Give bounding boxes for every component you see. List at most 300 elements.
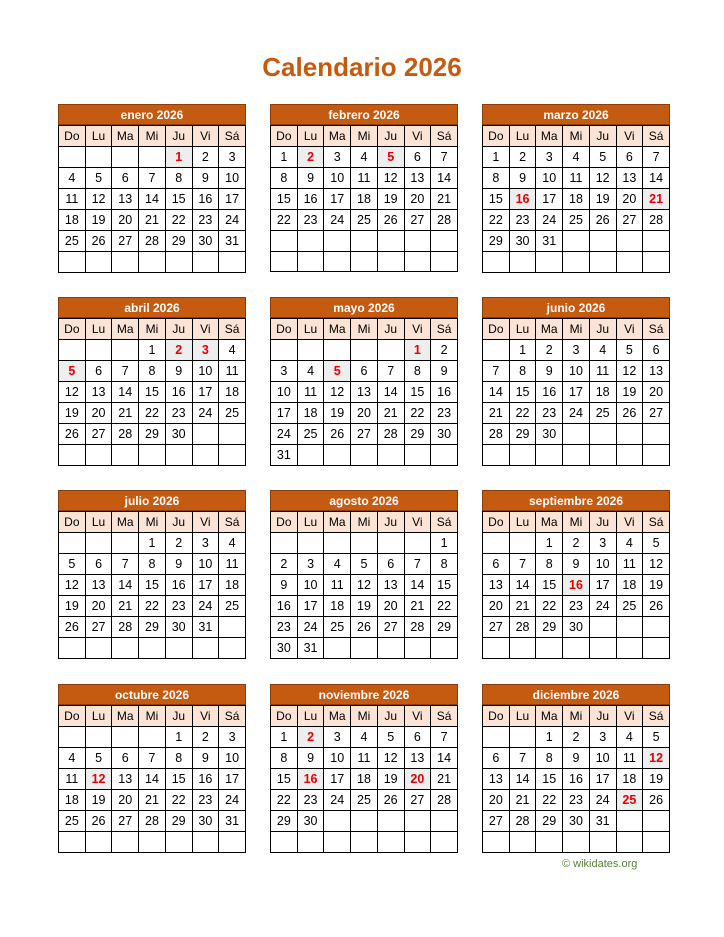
holiday-day-cell: 16 [509, 189, 536, 210]
week-row [271, 189, 458, 210]
day-cell: 20 [377, 596, 404, 617]
empty-day-cell [431, 832, 458, 853]
day-cell: 15 [536, 575, 563, 596]
day-cell: 25 [59, 811, 86, 832]
day-cell: 11 [219, 554, 246, 575]
weekday-label: Vi [616, 512, 643, 533]
weekday-label: Ma [112, 512, 139, 533]
week-row [271, 403, 458, 424]
holiday-day-cell: 1 [404, 340, 431, 361]
day-cell: 3 [589, 533, 616, 554]
day-cell: 10 [563, 361, 590, 382]
day-cell: 25 [59, 231, 86, 252]
empty-day-cell [112, 638, 139, 659]
holiday-day-cell: 1 [165, 147, 192, 168]
weekday-label: Do [59, 512, 86, 533]
week-row [483, 361, 670, 382]
weekday-label: Do [59, 319, 86, 340]
day-cell: 16 [431, 382, 458, 403]
day-cell: 3 [297, 554, 324, 575]
month-title: noviembre 2026 [270, 684, 458, 705]
day-cell: 1 [536, 727, 563, 748]
empty-day-cell [377, 340, 404, 361]
day-cell: 14 [139, 189, 166, 210]
weekday-label: Vi [192, 319, 219, 340]
month-title: febrero 2026 [270, 104, 458, 125]
day-cell: 4 [219, 533, 246, 554]
day-cell: 3 [324, 147, 351, 168]
day-cell: 29 [139, 424, 166, 445]
day-cell: 11 [59, 189, 86, 210]
day-cell: 7 [377, 361, 404, 382]
day-cell: 22 [165, 210, 192, 231]
week-row [59, 554, 246, 575]
day-cell: 29 [139, 617, 166, 638]
day-cell: 12 [589, 168, 616, 189]
empty-day-cell [324, 231, 351, 252]
week-row [483, 403, 670, 424]
day-cell: 16 [271, 596, 298, 617]
empty-day-cell [324, 811, 351, 832]
day-cell: 6 [112, 168, 139, 189]
weekday-label: Lu [509, 126, 536, 147]
day-cell: 31 [219, 231, 246, 252]
day-cell: 6 [616, 147, 643, 168]
week-row [271, 361, 458, 382]
empty-day-cell [219, 638, 246, 659]
day-cell: 13 [85, 382, 112, 403]
weekday-label: Lu [509, 706, 536, 727]
day-cell: 15 [271, 769, 298, 790]
day-cell: 4 [589, 340, 616, 361]
day-cell: 21 [139, 210, 166, 231]
weekday-label: Ma [536, 706, 563, 727]
empty-day-cell [112, 252, 139, 273]
empty-day-cell [509, 445, 536, 466]
holiday-day-cell: 2 [165, 340, 192, 361]
day-cell: 26 [643, 790, 670, 811]
empty-day-cell [616, 231, 643, 252]
day-cell: 24 [589, 790, 616, 811]
day-cell: 23 [563, 790, 590, 811]
weekday-label: Vi [192, 706, 219, 727]
day-cell: 2 [563, 727, 590, 748]
day-cell: 14 [431, 168, 458, 189]
day-cell: 24 [324, 790, 351, 811]
empty-day-cell [351, 231, 378, 252]
empty-day-cell [139, 638, 166, 659]
weekday-label: Sá [643, 706, 670, 727]
day-cell: 7 [431, 727, 458, 748]
empty-day-cell [139, 147, 166, 168]
day-cell: 6 [85, 554, 112, 575]
day-cell: 29 [536, 811, 563, 832]
empty-day-cell [219, 252, 246, 273]
week-row [271, 251, 458, 272]
empty-day-cell [165, 832, 192, 853]
page-title: Calendario 2026 [262, 52, 462, 82]
week-row [483, 252, 670, 273]
empty-day-cell [483, 252, 510, 273]
day-cell: 4 [351, 727, 378, 748]
empty-day-cell [85, 832, 112, 853]
week-row [483, 811, 670, 832]
day-cell: 26 [85, 231, 112, 252]
empty-day-cell [85, 445, 112, 466]
weekday-header-row [59, 319, 246, 340]
day-cell: 28 [643, 210, 670, 231]
day-cell: 19 [59, 403, 86, 424]
weekday-label: Mi [563, 126, 590, 147]
empty-day-cell [351, 340, 378, 361]
day-cell: 24 [324, 210, 351, 231]
empty-day-cell [271, 832, 298, 853]
day-cell: 4 [351, 147, 378, 168]
week-row [483, 210, 670, 231]
week-row [271, 617, 458, 638]
weekday-label: Ju [377, 126, 404, 147]
empty-day-cell [297, 445, 324, 466]
week-row [59, 638, 246, 659]
weekday-label: Ju [165, 706, 192, 727]
week-row [59, 832, 246, 853]
day-cell: 15 [509, 382, 536, 403]
day-cell: 14 [509, 769, 536, 790]
empty-day-cell [563, 231, 590, 252]
empty-day-cell [324, 445, 351, 466]
day-cell: 9 [431, 361, 458, 382]
week-row [483, 189, 670, 210]
day-cell: 28 [431, 790, 458, 811]
week-row [483, 748, 670, 769]
day-cell: 5 [616, 340, 643, 361]
day-cell: 10 [324, 748, 351, 769]
day-cell: 9 [165, 361, 192, 382]
week-row [483, 382, 670, 403]
empty-day-cell [536, 638, 563, 659]
day-cell: 31 [589, 811, 616, 832]
month-table [482, 705, 670, 853]
empty-day-cell [431, 251, 458, 272]
week-row [271, 445, 458, 466]
month-table [58, 318, 246, 466]
day-cell: 17 [589, 769, 616, 790]
day-cell: 10 [192, 361, 219, 382]
month-calendar [270, 490, 458, 659]
day-cell: 19 [351, 596, 378, 617]
day-cell: 14 [643, 168, 670, 189]
day-cell: 1 [139, 340, 166, 361]
day-cell: 14 [377, 382, 404, 403]
week-row [271, 533, 458, 554]
weekday-label: Do [271, 512, 298, 533]
day-cell: 1 [536, 533, 563, 554]
empty-day-cell [377, 638, 404, 659]
month-table [58, 705, 246, 853]
empty-day-cell [351, 533, 378, 554]
empty-day-cell [643, 638, 670, 659]
week-row [59, 424, 246, 445]
day-cell: 26 [616, 403, 643, 424]
holiday-day-cell: 2 [297, 147, 324, 168]
week-row [59, 748, 246, 769]
day-cell: 12 [377, 748, 404, 769]
weekday-label: Mi [563, 512, 590, 533]
weekday-header-row [271, 126, 458, 147]
day-cell: 12 [59, 382, 86, 403]
day-cell: 28 [431, 210, 458, 231]
month-title: diciembre 2026 [482, 684, 670, 705]
day-cell: 13 [112, 769, 139, 790]
empty-day-cell [509, 727, 536, 748]
week-row [59, 189, 246, 210]
day-cell: 20 [404, 189, 431, 210]
day-cell: 10 [589, 554, 616, 575]
month-title: marzo 2026 [482, 104, 670, 125]
day-cell: 22 [165, 790, 192, 811]
day-cell: 10 [219, 748, 246, 769]
empty-day-cell [59, 727, 86, 748]
holiday-day-cell: 5 [377, 147, 404, 168]
day-cell: 10 [219, 168, 246, 189]
day-cell: 19 [377, 769, 404, 790]
day-cell: 9 [192, 168, 219, 189]
day-cell: 18 [59, 210, 86, 231]
day-cell: 23 [192, 790, 219, 811]
day-cell: 6 [351, 361, 378, 382]
day-cell: 28 [112, 617, 139, 638]
day-cell: 23 [536, 403, 563, 424]
empty-day-cell [431, 231, 458, 252]
weekday-label: Sá [431, 706, 458, 727]
day-cell: 11 [616, 748, 643, 769]
day-cell: 21 [509, 790, 536, 811]
day-cell: 28 [509, 617, 536, 638]
weekday-label: Sá [643, 512, 670, 533]
week-row [271, 727, 458, 748]
empty-day-cell [483, 638, 510, 659]
week-row [59, 361, 246, 382]
weekday-label: Ma [536, 319, 563, 340]
empty-day-cell [112, 832, 139, 853]
week-row [271, 340, 458, 361]
day-cell: 24 [271, 424, 298, 445]
day-cell: 1 [139, 533, 166, 554]
month-table [482, 125, 670, 273]
day-cell: 4 [616, 727, 643, 748]
weekday-label: Ma [112, 126, 139, 147]
day-cell: 14 [509, 575, 536, 596]
holiday-day-cell: 12 [85, 769, 112, 790]
day-cell: 15 [404, 382, 431, 403]
empty-day-cell [112, 147, 139, 168]
day-cell: 5 [643, 533, 670, 554]
weekday-label: Do [483, 512, 510, 533]
day-cell: 22 [509, 403, 536, 424]
day-cell: 6 [483, 748, 510, 769]
empty-day-cell [85, 727, 112, 748]
week-row [59, 382, 246, 403]
holiday-day-cell: 25 [616, 790, 643, 811]
day-cell: 3 [219, 727, 246, 748]
empty-day-cell [563, 638, 590, 659]
empty-day-cell [563, 252, 590, 273]
day-cell: 26 [351, 617, 378, 638]
empty-day-cell [192, 252, 219, 273]
weekday-label: Do [271, 126, 298, 147]
weekday-label: Ma [324, 319, 351, 340]
empty-day-cell [483, 832, 510, 853]
empty-day-cell [271, 340, 298, 361]
day-cell: 5 [589, 147, 616, 168]
day-cell: 21 [112, 403, 139, 424]
day-cell: 20 [483, 790, 510, 811]
day-cell: 12 [643, 554, 670, 575]
day-cell: 17 [271, 403, 298, 424]
weekday-label: Sá [219, 706, 246, 727]
empty-day-cell [192, 424, 219, 445]
empty-day-cell [404, 811, 431, 832]
day-cell: 17 [589, 575, 616, 596]
weekday-label: Do [59, 706, 86, 727]
weekday-label: Mi [351, 706, 378, 727]
empty-day-cell [139, 445, 166, 466]
week-row [483, 790, 670, 811]
month-title: septiembre 2026 [482, 490, 670, 511]
day-cell: 5 [85, 168, 112, 189]
week-row [59, 168, 246, 189]
week-row [59, 811, 246, 832]
month-calendar [482, 684, 670, 853]
weekday-label: Sá [219, 512, 246, 533]
weekday-label: Ju [165, 319, 192, 340]
day-cell: 12 [85, 189, 112, 210]
empty-day-cell [351, 811, 378, 832]
week-row [483, 445, 670, 466]
day-cell: 21 [404, 596, 431, 617]
day-cell: 9 [271, 575, 298, 596]
day-cell: 30 [563, 811, 590, 832]
day-cell: 18 [616, 575, 643, 596]
empty-day-cell [404, 231, 431, 252]
day-cell: 30 [297, 811, 324, 832]
day-cell: 11 [589, 361, 616, 382]
day-cell: 6 [643, 340, 670, 361]
weekday-label: Sá [643, 126, 670, 147]
holiday-day-cell: 16 [297, 769, 324, 790]
week-row [271, 638, 458, 659]
day-cell: 15 [483, 189, 510, 210]
day-cell: 27 [377, 617, 404, 638]
day-cell: 16 [297, 189, 324, 210]
day-cell: 8 [165, 168, 192, 189]
weekday-label: Ju [589, 319, 616, 340]
day-cell: 9 [192, 748, 219, 769]
day-cell: 20 [351, 403, 378, 424]
empty-day-cell [404, 533, 431, 554]
day-cell: 28 [139, 231, 166, 252]
empty-day-cell [271, 251, 298, 272]
day-cell: 11 [297, 382, 324, 403]
day-cell: 23 [271, 617, 298, 638]
month-table [270, 318, 458, 466]
day-cell: 1 [271, 147, 298, 168]
day-cell: 1 [483, 147, 510, 168]
day-cell: 10 [324, 168, 351, 189]
day-cell: 27 [404, 790, 431, 811]
weekday-label: Lu [85, 512, 112, 533]
day-cell: 6 [112, 748, 139, 769]
day-cell: 23 [509, 210, 536, 231]
weekday-header-row [59, 706, 246, 727]
empty-day-cell [59, 445, 86, 466]
day-cell: 29 [165, 811, 192, 832]
day-cell: 19 [589, 189, 616, 210]
holiday-day-cell: 2 [297, 727, 324, 748]
day-cell: 29 [536, 617, 563, 638]
day-cell: 30 [192, 231, 219, 252]
empty-day-cell [85, 340, 112, 361]
day-cell: 13 [643, 361, 670, 382]
week-row [483, 554, 670, 575]
week-row [483, 533, 670, 554]
month-title: enero 2026 [58, 104, 246, 125]
holiday-day-cell: 3 [192, 340, 219, 361]
day-cell: 18 [616, 769, 643, 790]
day-cell: 28 [509, 811, 536, 832]
day-cell: 19 [616, 382, 643, 403]
week-row [59, 769, 246, 790]
day-cell: 13 [112, 189, 139, 210]
day-cell: 18 [219, 382, 246, 403]
day-cell: 26 [643, 596, 670, 617]
day-cell: 2 [431, 340, 458, 361]
day-cell: 25 [351, 790, 378, 811]
day-cell: 18 [324, 596, 351, 617]
day-cell: 25 [219, 596, 246, 617]
day-cell: 22 [404, 403, 431, 424]
weekday-label: Ju [377, 706, 404, 727]
day-cell: 7 [112, 554, 139, 575]
month-calendar [58, 297, 246, 466]
empty-day-cell [616, 638, 643, 659]
weekday-label: Ma [536, 512, 563, 533]
day-cell: 7 [139, 168, 166, 189]
day-cell: 4 [616, 533, 643, 554]
empty-day-cell [589, 445, 616, 466]
weekday-label: Lu [297, 319, 324, 340]
day-cell: 16 [536, 382, 563, 403]
day-cell: 6 [85, 361, 112, 382]
empty-day-cell [324, 251, 351, 272]
month-calendar [270, 104, 458, 272]
weekday-header-row [483, 319, 670, 340]
day-cell: 16 [563, 769, 590, 790]
month-title: octubre 2026 [58, 684, 246, 705]
weekday-label: Vi [404, 706, 431, 727]
day-cell: 27 [85, 424, 112, 445]
month-title: junio 2026 [482, 297, 670, 318]
empty-day-cell [192, 832, 219, 853]
day-cell: 25 [219, 403, 246, 424]
day-cell: 2 [563, 533, 590, 554]
day-cell: 2 [192, 147, 219, 168]
day-cell: 31 [297, 638, 324, 659]
week-row [59, 445, 246, 466]
day-cell: 13 [85, 575, 112, 596]
weekday-label: Ju [589, 512, 616, 533]
empty-day-cell [643, 445, 670, 466]
